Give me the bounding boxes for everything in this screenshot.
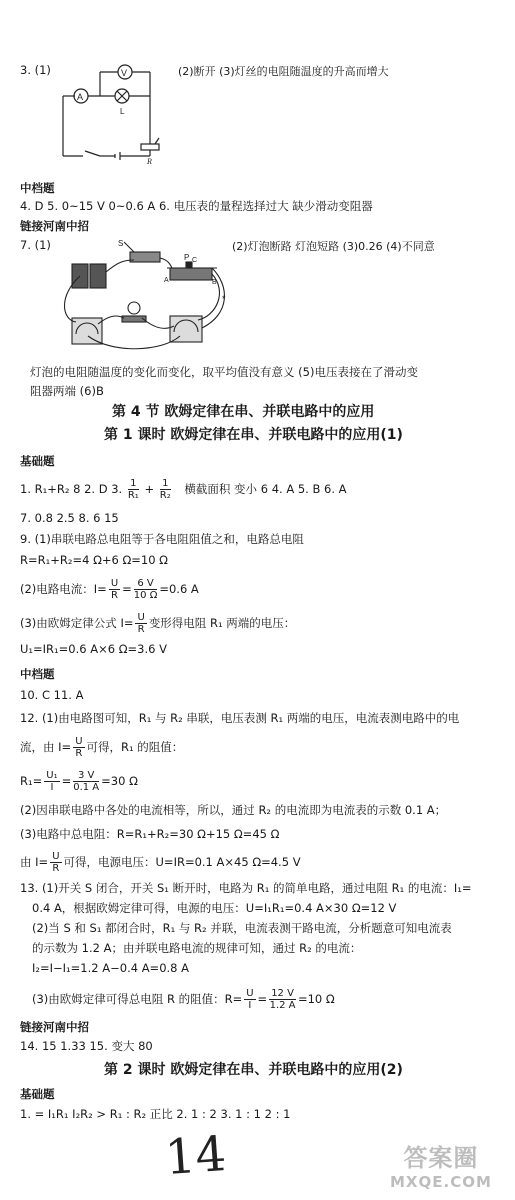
henan-heading-1: 链接河南中招	[20, 219, 89, 233]
section-4-title: 第 4 节 欧姆定律在串、并联电路中的应用	[112, 404, 375, 420]
basic-answers-line-1	[20, 478, 347, 501]
mid-heading-2: 中档题	[20, 667, 55, 681]
terminal-b-label: B	[212, 279, 217, 286]
fraction-6v-over-10ohm: $\frac{6 V}{10 \Omega}$	[133, 578, 158, 601]
lesson-2-title: 第 2 课时 欧姆定律在串、并联电路中的应用(2)	[104, 1062, 403, 1078]
basic-heading-1: 基础题	[20, 454, 55, 468]
watermark-title: 答案圈	[403, 1144, 479, 1172]
wire-mark-star: *	[222, 294, 226, 304]
q12-line-3: R₁= $\frac{\text{U₁}}{I}$ = $\frac{3 V}{0.1 A}$ =30 Ω	[20, 770, 138, 793]
q7-circuit-photo	[52, 236, 238, 358]
q7-answer-right: (2)灯泡断路 灯泡短路 (3)0.26 (4)不同意	[232, 240, 435, 253]
basic-heading-2: 基础题	[20, 1087, 55, 1101]
q9-line-4: (3)由欧姆定律公式 I= $\frac{U}{R}$ 变形得电阻 R₁ 两端的电压：	[20, 612, 296, 635]
fraction-u-over-r: $\frac{U}{R}$	[137, 612, 145, 635]
watermark	[390, 1138, 492, 1191]
q13-line-3: (2)当 S 和 S₁ 都闭合时，R₁ 与 R₂ 并联，电流表测干路电流，分析题意可知电流表	[32, 921, 452, 935]
answers-1-3-part-a: 1. R₁+R₂ 8 2. D 3.	[20, 482, 123, 496]
q3-circuit-diagram	[55, 58, 165, 170]
fraction-u-over-r: $\frac{U}{R}$	[110, 578, 119, 601]
q13-line-1: 13. (1)开关 S 闭合，开关 S₁ 断开时，电路为 R₁ 的简单电路，通过电阻 R₁ 的电流：I₁=	[20, 881, 472, 895]
plus-sign: +	[144, 482, 155, 496]
lesson-1-title: 第 1 课时 欧姆定律在串、并联电路中的应用(1)	[104, 427, 403, 443]
ammeter-label: A	[77, 92, 84, 102]
voltmeter-label: V	[121, 68, 128, 78]
fraction-1-over-r1: $\frac{1}{\text{R₁}}$	[127, 478, 139, 501]
slider-label: P	[184, 253, 190, 262]
fraction-12v-over-1.2a: $\frac{12 V}{1.2 A}$	[269, 988, 296, 1011]
q12-line-5: (3)电路中总电阻：R=R₁+R₂=30 Ω+15 Ω=45 Ω	[20, 827, 280, 841]
q7-note-line-1: 灯泡的电阻随温度的变化而变化，取平均值没有意义 (5)电压表接在了滑动变	[30, 365, 418, 379]
q7-note-line-2: 阻器两端 (6)B	[30, 384, 104, 398]
rheostat-label: R	[147, 157, 152, 166]
henan-heading-2: 链接河南中招	[20, 1020, 89, 1034]
mid-answers-10-11: 10. C 11. A	[20, 688, 84, 702]
terminal-a-label: A	[164, 277, 169, 284]
fraction-u-over-r: $\frac{U}{R}$	[52, 851, 60, 874]
q3-number: 3. (1)	[20, 63, 51, 77]
q13-line-4: 的示数为 1.2 A；由并联电路电流的规律可知，通过 R₂ 的电流：	[32, 941, 362, 955]
q12-line-2: 流，由 I= $\frac{U}{R}$ 可得，R₁ 的阻值：	[20, 736, 184, 759]
q13-line-6: (3)由欧姆定律可得总电阻 R 的阻值：R= $\frac{U}{I}$ = $\frac{12 V}{1.2 A}$ =10 Ω	[32, 988, 335, 1011]
q9-line-2: R=R₁+R₂=4 Ω+6 Ω=10 Ω	[20, 553, 168, 567]
fraction-3v-over-0.1a: $\frac{3 V}{0.1 A}$	[73, 770, 100, 793]
page-number: 14	[163, 1125, 228, 1187]
fraction-u-over-i: $\frac{U}{I}$	[246, 988, 254, 1011]
henan-answers-14-15: 14. 15 1.33 15. 变大 80	[20, 1039, 153, 1053]
q9-line-3: (2)电路电流：I= $\frac{U}{R}$ = $\frac{6 V}{10 \Omega}$ =0.6 A	[20, 578, 199, 601]
q13-line-2: 0.4 A，根据欧姆定律可得，电源的电压：U=I₁R₁=0.4 A×30 Ω=12 V	[32, 901, 397, 915]
q13-line-5: I₂=I−I₁=1.2 A−0.4 A=0.8 A	[32, 961, 190, 975]
lamp-label: L	[120, 107, 125, 116]
q12-line-4: (2)因串联电路中各处的电流相等，所以，通过 R₂ 的电流即为电流表的示数 0.1 A；	[20, 803, 447, 817]
terminal-c-label: C	[192, 257, 198, 264]
q7-number: 7. (1)	[20, 238, 51, 252]
basic-answers-lesson-2: 1. = I₁R₁ I₂R₂ > R₁ : R₂ 正比 2. 1 : 2 3. 1 : 1 2 : 1	[20, 1107, 291, 1121]
basic-answers-line-2: 7. 0.8 2.5 8. 6 15	[20, 511, 119, 525]
q12-line-1: 12. (1)由电路图可知，R₁ 与 R₂ 串联，电压表测 R₁ 两端的电压，电流表测电路中的电	[20, 711, 460, 725]
q9-line-5: U₁=IR₁=0.6 A×6 Ω=3.6 V	[20, 642, 167, 656]
fraction-u-over-r: $\frac{U}{R}$	[75, 736, 83, 759]
watermark-url: MXQE.COM	[390, 1173, 492, 1191]
mid-answers-1: 4. D 5. 0~15 V 0~0.6 A 6. 电压表的量程选择过大 缺少滑动变阻器	[20, 199, 373, 213]
switch-label: S	[118, 239, 124, 248]
q3-answer-right: (2)断开 (3)灯丝的电阻随温度的升高而增大	[178, 65, 389, 78]
answers-3-6-part-b: 横截面积 变小 6 4. A 5. B 6. A	[184, 482, 347, 496]
fraction-u1-over-i: $\frac{\text{U₁}}{I}$	[46, 770, 58, 793]
q9-line-1: 9. (1)串联电路总电阻等于各电阻阻值之和，电路总电阻	[20, 532, 304, 546]
mid-heading-1: 中档题	[20, 181, 55, 195]
q12-line-6: 由 I= $\frac{U}{R}$ 可得，电源电压：U=IR=0.1 A×45 Ω=4.5 V	[20, 851, 301, 874]
fraction-1-over-r2: $\frac{1}{\text{R₂}}$	[159, 478, 171, 501]
